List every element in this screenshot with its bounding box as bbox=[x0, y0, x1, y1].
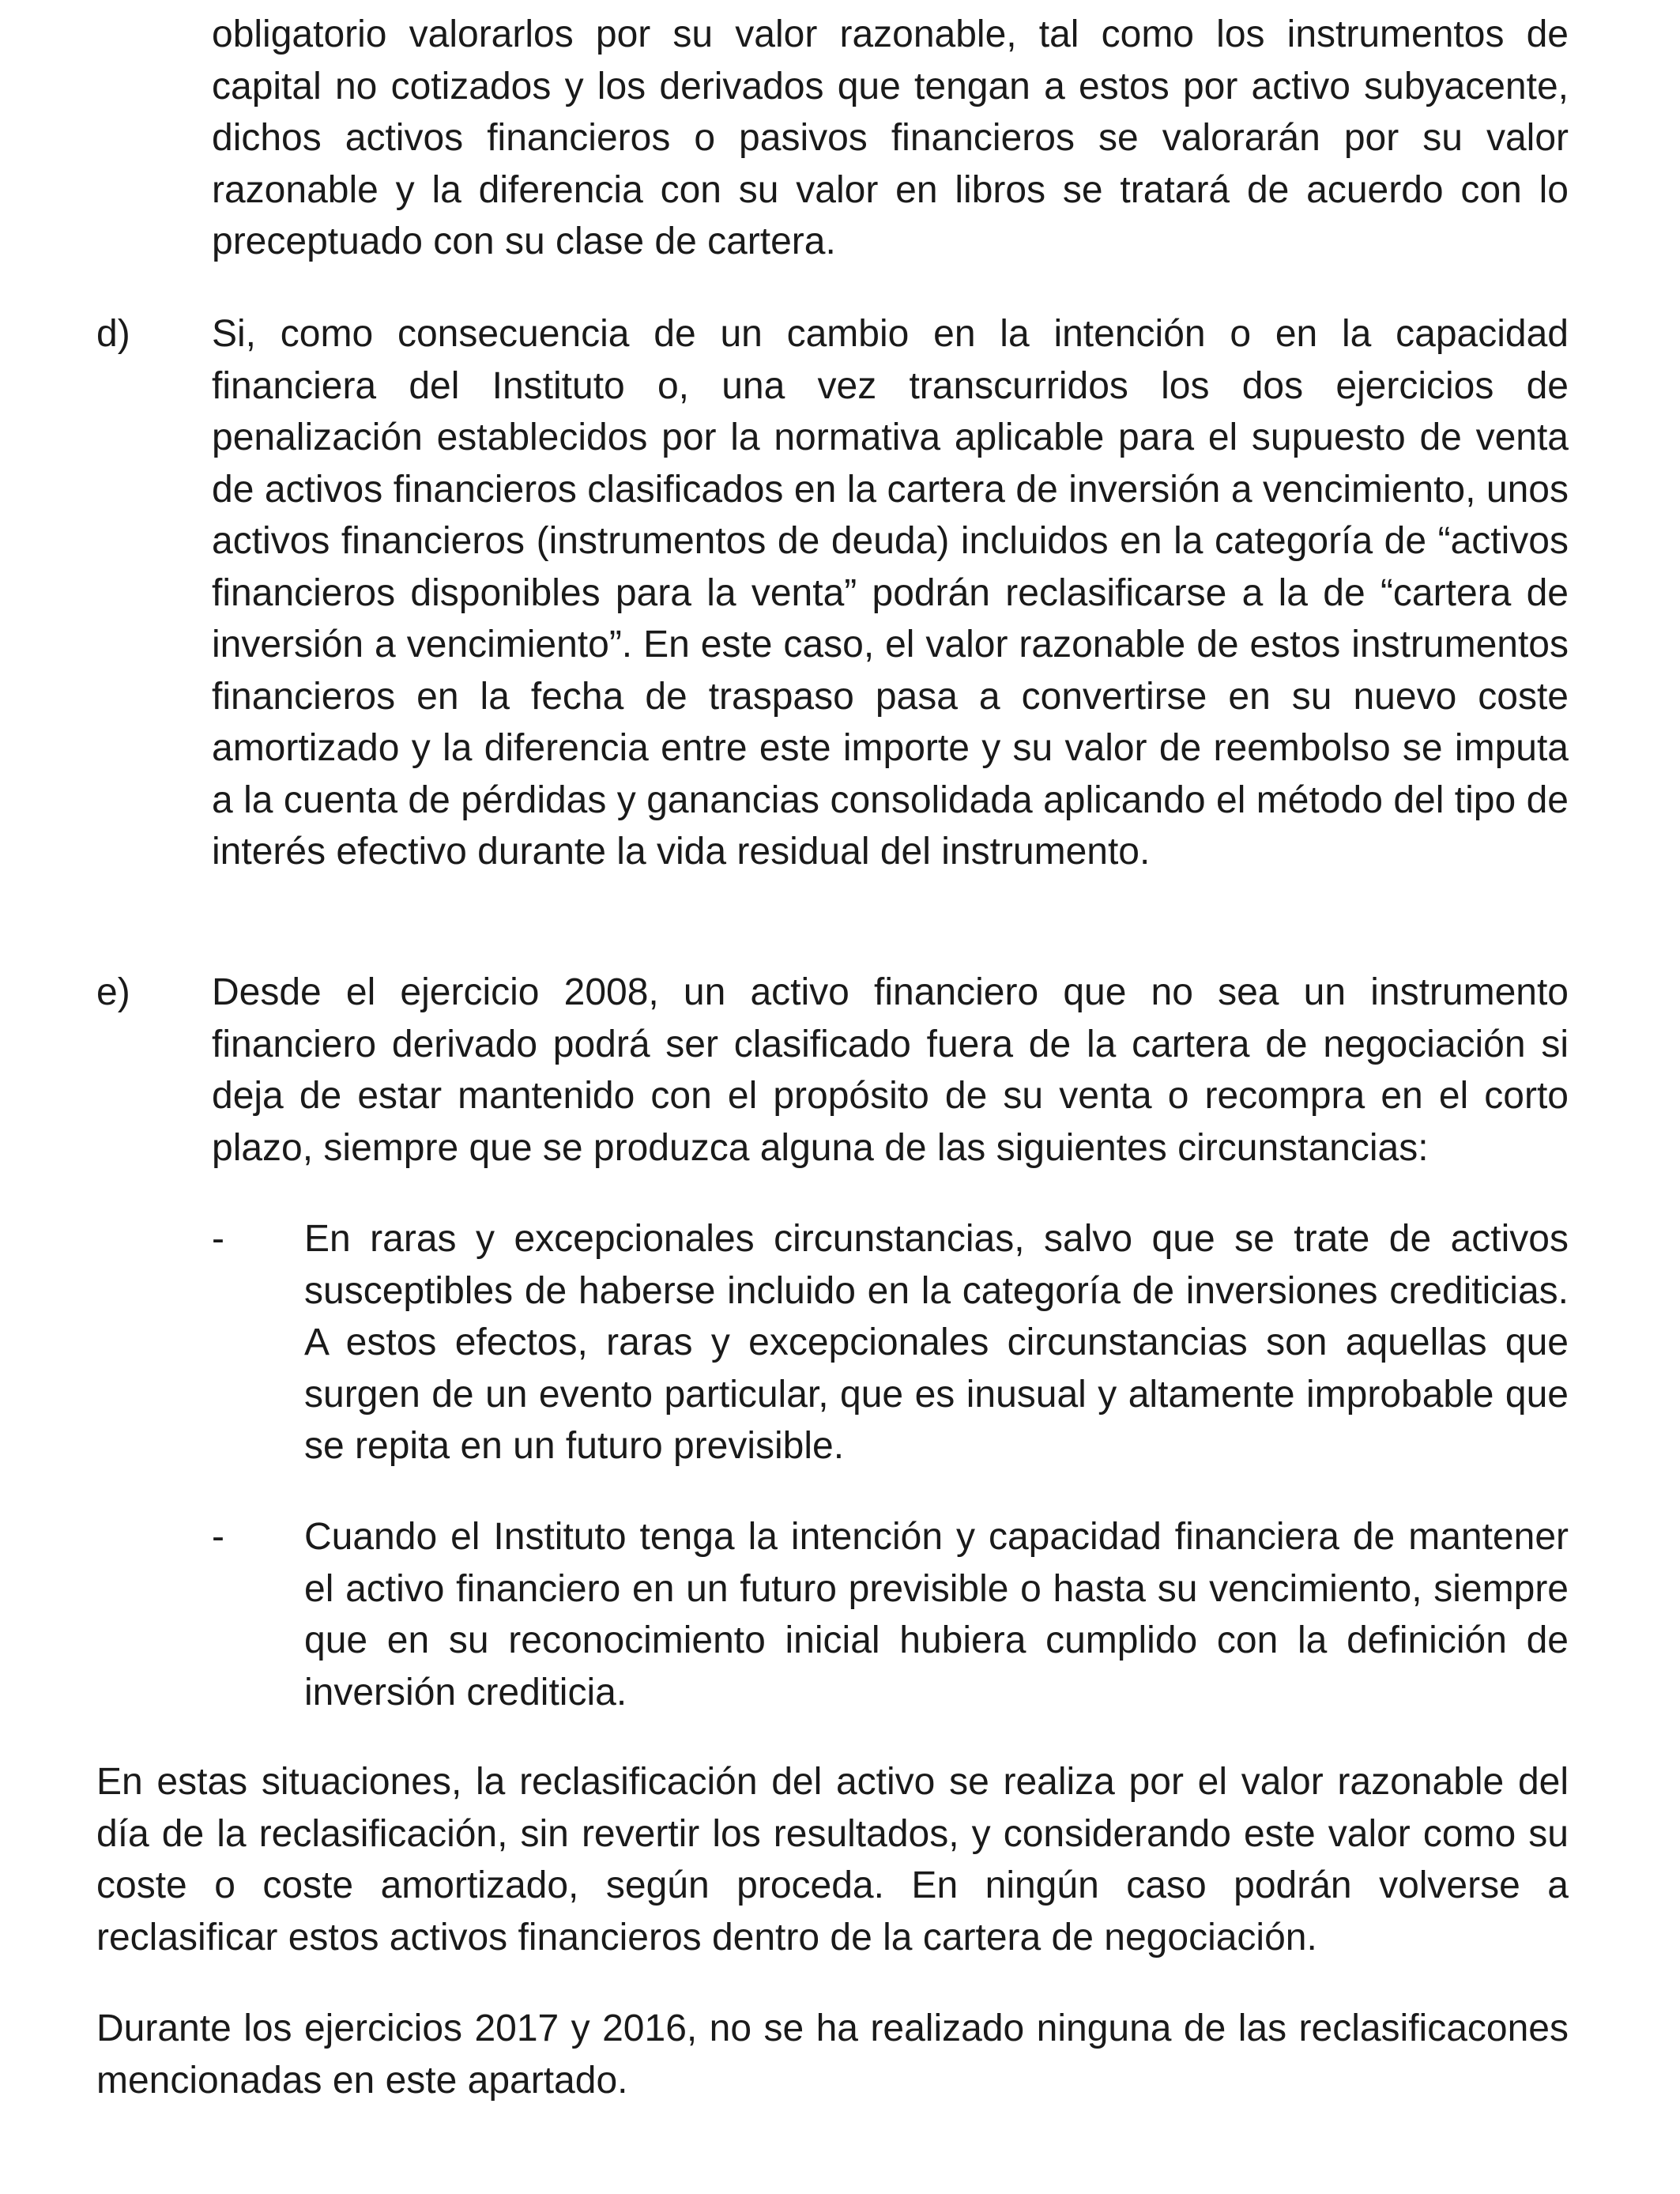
bullet-dash-2: - bbox=[212, 1516, 224, 1558]
paragraph-item-d: Si, como consecuencia de un cambio en la intención o en la capacidad financiera del Instituto o, una vez transcurridos los dos ejercicios de penalización establecidos por la normativa aplicable para el supuesto de venta de activos financieros clasificados en la cartera de inversión a vencimiento, unos activos financieros (instrumentos de deuda) incluidos en la categoría de “activos financieros disponibles para la venta” podrán reclasificarse a la de “cartera de inversión a vencimiento”. En este caso, el valor razonable de estos instrumentos financieros en la fecha de traspaso pasa a convertirse en su nuevo coste amortizado y la diferencia entre este importe y su valor de reembolso se imputa a la cuenta de pérdidas y ganancias consolidada aplicando el método del tipo de interés efectivo durante la vida residual del instrumento. bbox=[212, 313, 1569, 873]
list-marker-e: e) bbox=[96, 971, 130, 1013]
paragraph-c-continuation: obligatorio valorarlos por su valor razonable, tal como los instrumentos de capital no cotizados y los derivados que tengan a estos por activo subyacente, dichos activos financieros o pasivos financieros se valorarán por su valor razonable y la diferencia con su valor en libros se tratará de acuerdo con lo preceptuado con su clase de cartera. bbox=[212, 13, 1569, 262]
bullet-item-2: Cuando el Instituto tenga la intención y capacidad financiera de mantener el activo financiero en un futuro previsible o hasta su vencimiento, siempre que en su reconocimiento inicial hubiera cumplido con la definición de inversión crediticia. bbox=[304, 1516, 1569, 1713]
bullet-dash-1: - bbox=[212, 1218, 224, 1260]
paragraph-reclassification: En estas situaciones, la reclasificación del activo se realiza por el valor razonable del día de la reclasificación, sin revertir los resultados, y considerando este valor como su coste o coste amortizado, según proceda. En ningún caso podrán volverse a reclasificar estos activos financieros dentro de la cartera de negociación. bbox=[96, 1761, 1569, 1958]
paragraph-final: Durante los ejercicios 2017 y 2016, no se ha realizado ninguna de las reclasificacones mencionadas en este apartado. bbox=[96, 2007, 1569, 2102]
bullet-item-1: En raras y excepcionales circunstancias, salvo que se trate de activos susceptibles de haberse incluido en la categoría de inversiones crediticias. A estos efectos, raras y excepcionales circunstancias son aquellas que surgen de un evento particular, que es inusual y altamente improbable que se repita en un futuro previsible. bbox=[304, 1218, 1569, 1467]
list-marker-d: d) bbox=[96, 313, 130, 355]
paragraph-item-e: Desde el ejercicio 2008, un activo financiero que no sea un instrumento financiero derivado podrá ser clasificado fuera de la cartera de negociación si deja de estar mantenido con el propósito de su venta o recompra en el corto plazo, siempre que se produzca alguna de las siguientes circunstancias: bbox=[212, 971, 1569, 1169]
